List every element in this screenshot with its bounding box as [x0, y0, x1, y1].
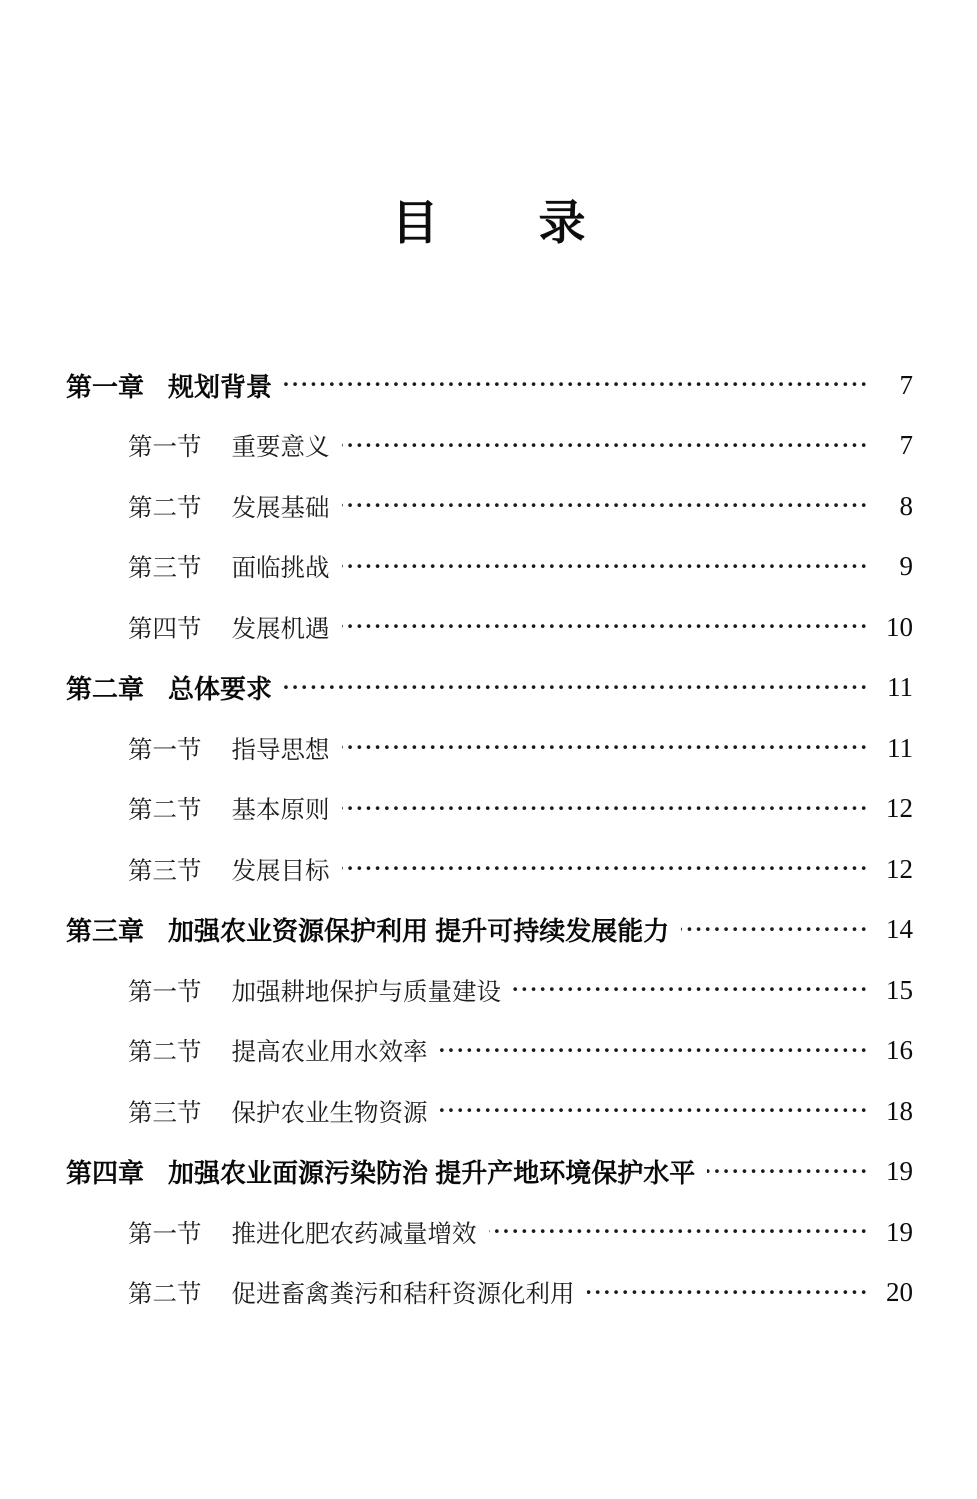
entry-page-number: 10 — [886, 611, 913, 642]
entry-label: 第一节 — [128, 1220, 202, 1248]
entry-label: 第一节 — [128, 736, 202, 764]
toc-entry-section — [66, 839, 913, 900]
entry-title: 指导思想 — [231, 736, 330, 764]
entry-page-number: 9 — [899, 551, 913, 582]
entry-title: 重要意义 — [231, 434, 330, 462]
entry-label: 第一节 — [128, 434, 202, 462]
entry-title: 提高农业用水效率 — [231, 1039, 428, 1067]
dot-leader — [342, 735, 870, 761]
toc-entry-section — [66, 1081, 913, 1142]
entry-page-number: 12 — [886, 853, 913, 884]
toc-entry-section — [66, 960, 913, 1021]
dot-leader — [342, 433, 870, 459]
dot-leader — [681, 917, 869, 943]
toc-entry-chapter-2 — [66, 658, 913, 719]
document-page — [0, 186, 977, 1499]
entry-label: 第二节 — [128, 494, 202, 522]
dot-leader — [342, 554, 870, 580]
dot-leader — [513, 977, 869, 1003]
entry-title: 面临挑战 — [231, 555, 330, 583]
toc-entry-section — [66, 537, 913, 598]
dot-leader — [440, 1098, 870, 1124]
entry-title: 基本原则 — [231, 797, 330, 825]
table-of-contents — [66, 355, 913, 1323]
entry-title: 促进畜禽粪污和秸秆资源化利用 — [231, 1281, 575, 1309]
entry-label: 第三节 — [128, 857, 202, 885]
entry-page-number: 19 — [886, 1216, 913, 1247]
entry-label: 第三节 — [128, 555, 202, 583]
entry-label: 第四章 — [66, 1158, 145, 1189]
entry-title: 发展机遇 — [231, 615, 330, 643]
entry-label: 第二章 — [66, 674, 145, 705]
dot-leader — [489, 1219, 870, 1245]
dot-leader — [342, 796, 870, 822]
toc-entry-section — [66, 476, 913, 537]
toc-entry-chapter-1 — [66, 355, 913, 416]
entry-page-number: 18 — [886, 1095, 913, 1126]
entry-page-number: 15 — [886, 974, 913, 1005]
entry-page-number: 8 — [899, 490, 913, 521]
entry-label: 第一节 — [128, 978, 202, 1006]
entry-title: 推进化肥农药减量增效 — [231, 1220, 477, 1248]
entry-label: 第二节 — [128, 1281, 202, 1309]
entry-title: 发展基础 — [231, 494, 330, 522]
entry-title: 加强农业资源保护利用 提升可持续发展能力 — [168, 916, 670, 947]
entry-page-number: 7 — [899, 430, 913, 461]
dot-leader — [284, 372, 869, 398]
dot-leader — [342, 614, 870, 640]
dot-leader — [342, 493, 870, 519]
entry-page-number: 16 — [886, 1035, 913, 1066]
entry-label: 第二节 — [128, 797, 202, 825]
entry-label: 第三节 — [128, 1099, 202, 1127]
entry-title: 加强耕地保护与质量建设 — [231, 978, 501, 1006]
entry-page-number: 11 — [887, 732, 913, 763]
entry-title: 加强农业面源污染防治 提升产地环境保护水平 — [168, 1158, 696, 1189]
dot-leader — [284, 675, 869, 701]
toc-entry-chapter-3 — [66, 900, 913, 961]
toc-entry-chapter-4 — [66, 1142, 913, 1203]
entry-page-number: 19 — [886, 1156, 913, 1187]
entry-label: 第一章 — [66, 371, 145, 402]
entry-title: 总体要求 — [168, 674, 273, 705]
toc-entry-section — [66, 779, 913, 840]
entry-page-number: 20 — [886, 1277, 913, 1308]
toc-entry-section — [66, 1202, 913, 1263]
entry-page-number: 12 — [886, 793, 913, 824]
entry-title: 规划背景 — [168, 371, 273, 402]
entry-label: 第四节 — [128, 615, 202, 643]
entry-title: 保护农业生物资源 — [231, 1099, 428, 1127]
dot-leader — [342, 856, 870, 882]
page-title: 目 录 — [391, 198, 588, 250]
dot-leader — [707, 1159, 869, 1185]
dot-leader — [587, 1280, 870, 1306]
toc-entry-section — [66, 1021, 913, 1082]
toc-entry-section — [66, 597, 913, 658]
dot-leader — [440, 1038, 870, 1064]
entry-label: 第三章 — [66, 916, 145, 947]
entry-page-number: 11 — [887, 672, 913, 703]
entry-page-number: 14 — [886, 914, 913, 945]
entry-title: 发展目标 — [231, 857, 330, 885]
toc-entry-section — [66, 416, 913, 477]
toc-entry-section — [66, 718, 913, 779]
entry-page-number: 7 — [899, 369, 913, 400]
entry-label: 第二节 — [128, 1039, 202, 1067]
toc-entry-section — [66, 1263, 913, 1324]
